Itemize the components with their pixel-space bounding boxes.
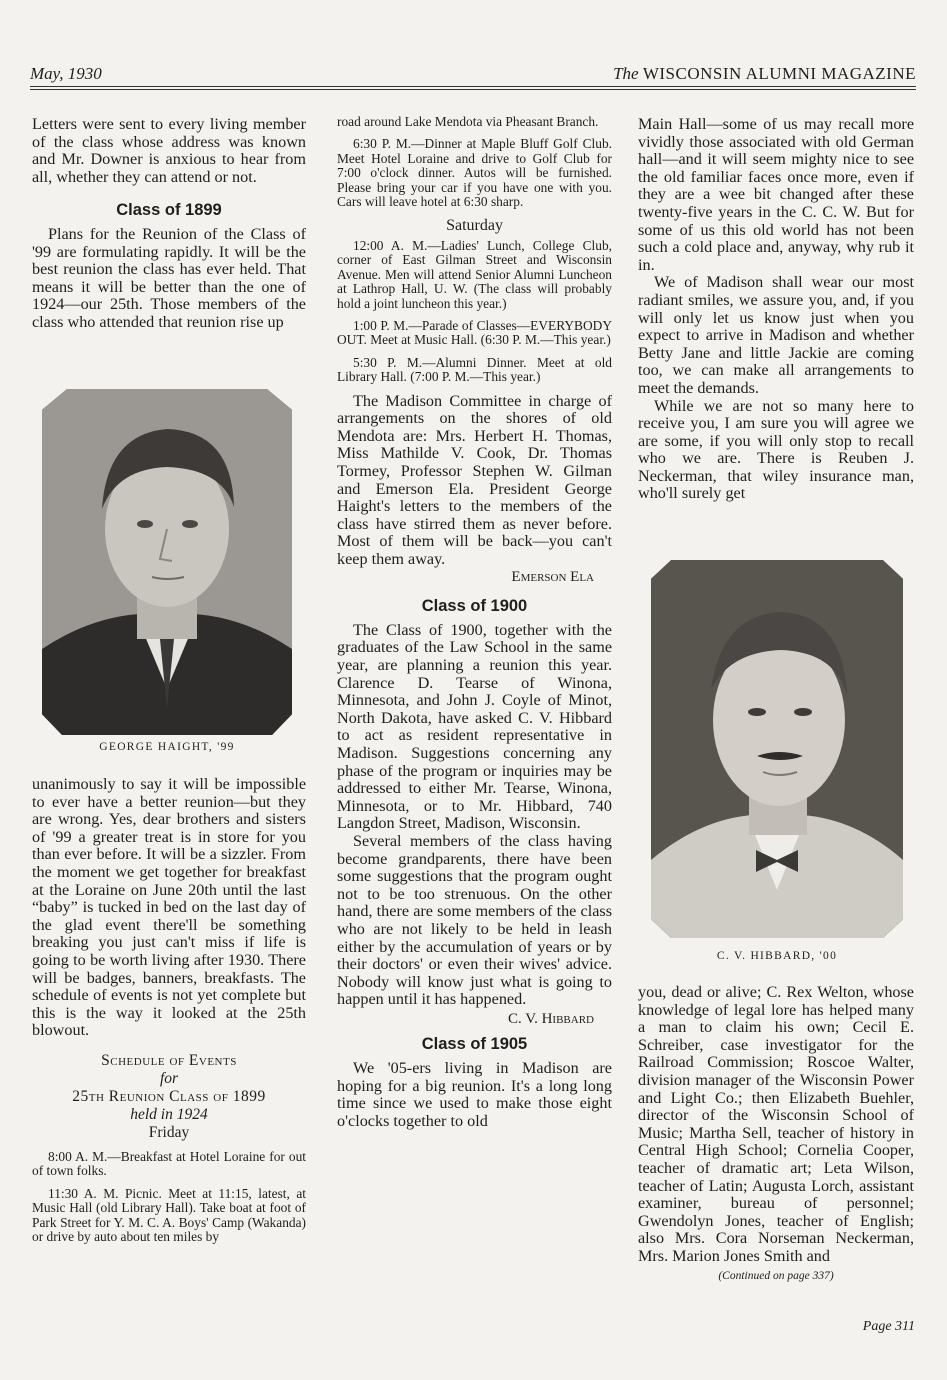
column-3-top [638, 116, 914, 503]
intro-paragraph: Letters were sent to every living member of the class whose address was known and Mr. Downer is anxious to hear from all, whether they can attend or not. [32, 115, 306, 186]
schedule-friday: Friday [148, 1123, 190, 1141]
schedule-events-saturday [337, 239, 612, 385]
paragraph-1900-b: Several members of the class having become grandparents, there have been some suggestions that the program ought not to be too strenuous. On the other hand, there are some members of the class who are not likely to be held in leash either by the accumulation of years or by their doctors' or even their wives' advice. Nobody will know just what is going to happen until it has happened. [337, 831, 612, 1009]
column-2 [337, 115, 612, 1130]
issue-date: May, 1930 [30, 64, 102, 83]
schedule-held: held in 1924 [130, 1105, 208, 1123]
event-parade: 1:00 P. M.—Parade of Classes—EVERYBODY OUT. Meet at Music Hall. (6:30 P. M.—This year.) [337, 318, 612, 348]
event-picnic-continued: road around Lake Mendota via Pheasant Branch. [337, 114, 599, 129]
schedule-events-friday [32, 1150, 306, 1244]
paragraph-madison: We of Madison shall wear our most radiant smiles, we assure you, and, if you will only let us know just when you expect to arrive in Madison and whether Betty Jane and little Jackie are coming too, we can make all arrangements to meet the demands. [638, 273, 914, 397]
page-header [30, 64, 916, 88]
event-breakfast: 8:00 A. M.—Breakfast at Hotel Loraine for out of town folks. [32, 1148, 306, 1179]
schedule-title: Schedule of Events [101, 1051, 237, 1069]
caption-george-haight: GEORGE HAIGHT, '99 [99, 741, 235, 753]
magazine-title [613, 64, 916, 84]
header-rule-top [30, 86, 916, 87]
paragraph-names: you, dead or alive; C. Rex Welton, whose knowledge of legal lore has helped many a man to claim his own; Cecil E. Schreiber, case investigator for the Railroad Commission; Roscoe Walter, division manager of the Wisconsin Power and Light Co.; then Elizabeth Buehler, director of the Wisconsin School of Music; Martha Sell, teacher of history in Central High School; Cornelia Cooper, teacher of dramatic art; Leta Wilson, teacher of Latin; Augusta Lorch, assistant examiner, bureau of personnel; Gwendolyn Jones, teacher of English; also Mrs. Cora Norseman Neckerman, Mrs. Marion Jones Smith and [638, 983, 914, 1265]
event-ladies-lunch: 12:00 A. M.—Ladies' Lunch, College Club, corner of East Gilman Street and Wisconsin Avenue. Men will attend Senior Alumni Luncheon at Lathrop Hall, U. W. (The class will probably hold a joint luncheon this year.) [337, 238, 612, 311]
magazine-the: The [613, 64, 639, 83]
paragraph-committee: The Madison Committee in charge of arrangements on the shores of old Mendota are: Mrs. Herbert H. Thomas, Miss Mathilde V. Cook, Dr. Thomas Tormey, Professor Stephen W. Gilman and Emerson Ela. President George Haight's letters to the members of the class have stirred them as never before. Most of them will be back—you can't keep them away. [337, 391, 612, 569]
portrait-george-haight [42, 389, 292, 735]
heading-class-1900: Class of 1900 [421, 597, 528, 616]
column-3-bottom [638, 984, 914, 1285]
portrait-cv-hibbard [651, 560, 903, 938]
event-picnic: 11:30 A. M. Picnic. Meet at 11:15, latest, at Music Hall (old Library Hall). Take boat at foot of Park Street for Y. M. C. A. Boys' Camp (Wakanda) or drive by auto about ten miles by [32, 1185, 306, 1244]
signature-hibbard: C. V. Hibbard [507, 1010, 594, 1027]
schedule-saturday: Saturday [446, 217, 503, 235]
schedule-reunion: 25th Reunion Class of 1899 [72, 1087, 266, 1105]
schedule-for: for [159, 1069, 179, 1087]
magazine-name: WISCONSIN ALUMNI MAGAZINE [642, 64, 916, 83]
continued-note: (Continued on page 337) [718, 1269, 834, 1282]
paragraph-main-hall: Main Hall—some of us may recall more vividly those associated with old German hall—and it will seem mighty nice to see the old familiar faces once more, even if they are a wee bit changed after these twenty-five years in the C. C. W. But for some of us this old world has not been such a cold place and, anyway, why rub it in. [638, 115, 914, 274]
page-number: Page 311 [862, 1319, 915, 1334]
column-1-top [32, 116, 306, 332]
event-alumni-dinner: 5:30 P. M.—Alumni Dinner. Meet at old Library Hall. (7:00 P. M.—This year.) [337, 354, 612, 385]
column-1-bottom [32, 776, 306, 1252]
caption-cv-hibbard: C. V. HIBBARD, '00 [716, 950, 838, 962]
paragraph-1900-a: The Class of 1900, together with the graduates of the Law School in the same year, are planning a reunion this year. Clarence D. Tearse of Winona, Minnesota, and John J. Coyle of Minot, North Dakota, have asked C. V. Hibbard to act as resident representative in Madison. Suggestions concerning any phase of the program or inquiries may be addressed to either Mr. Tearse, Winona, Minnesota, or to Mr. Hibbard, 740 Langdon Street, Madison, Wisconsin. [337, 620, 612, 833]
signature-emerson-ela: Emerson Ela [511, 568, 594, 585]
heading-class-1899: Class of 1899 [116, 201, 222, 220]
schedule-header [32, 1052, 306, 1142]
paragraph-1899-b: unanimously to say it will be impossible to ever have a better reunion—but they are wrong. Yes, dear brothers and sisters of '99 a greater treat is in store for you than ever before. It will be a sizzler. From the moment we get together for breakfast at the Loraine on June 20th until the last “baby” is tucked in bed on the last day of the glad event there'll be something breaking you just can't miss if life is going to be worth living after 1930. There will be badges, banners, breakfasts. The schedule of events is not yet complete but this is the way it looked at the 25th blowout. [32, 775, 306, 1040]
schedule-continued [337, 115, 612, 209]
event-dinner: 6:30 P. M.—Dinner at Maple Bluff Golf Club. Meet Hotel Loraine and drive to Golf Club for 7:00 o'clock dinner. Autos will be furnished. Please bring your car if you have one with you. Cars will leave hotel at 6:30 sharp. [337, 136, 612, 210]
paragraph-while: While we are not so many here to receive you, I am sure you will agree we are some, if you will only stop to recall who we are. There is Reuben J. Neckerman, that wiley insurance man, who'll surely get [638, 396, 914, 503]
header-rule-bottom [30, 89, 916, 90]
paragraph-1899-a: Plans for the Reunion of the Class of '99 are formulating rapidly. It will be the best reunion the class has ever held. That means it will be better than the one of 1924—our 25th. Those members of the class who attended that reunion rise up [32, 224, 306, 331]
paragraph-1905: We '05-ers living in Madison are hoping for a big reunion. It's a long long time since we used to make those eight o'clocks together to old [337, 1059, 612, 1130]
heading-class-1905: Class of 1905 [421, 1035, 528, 1054]
